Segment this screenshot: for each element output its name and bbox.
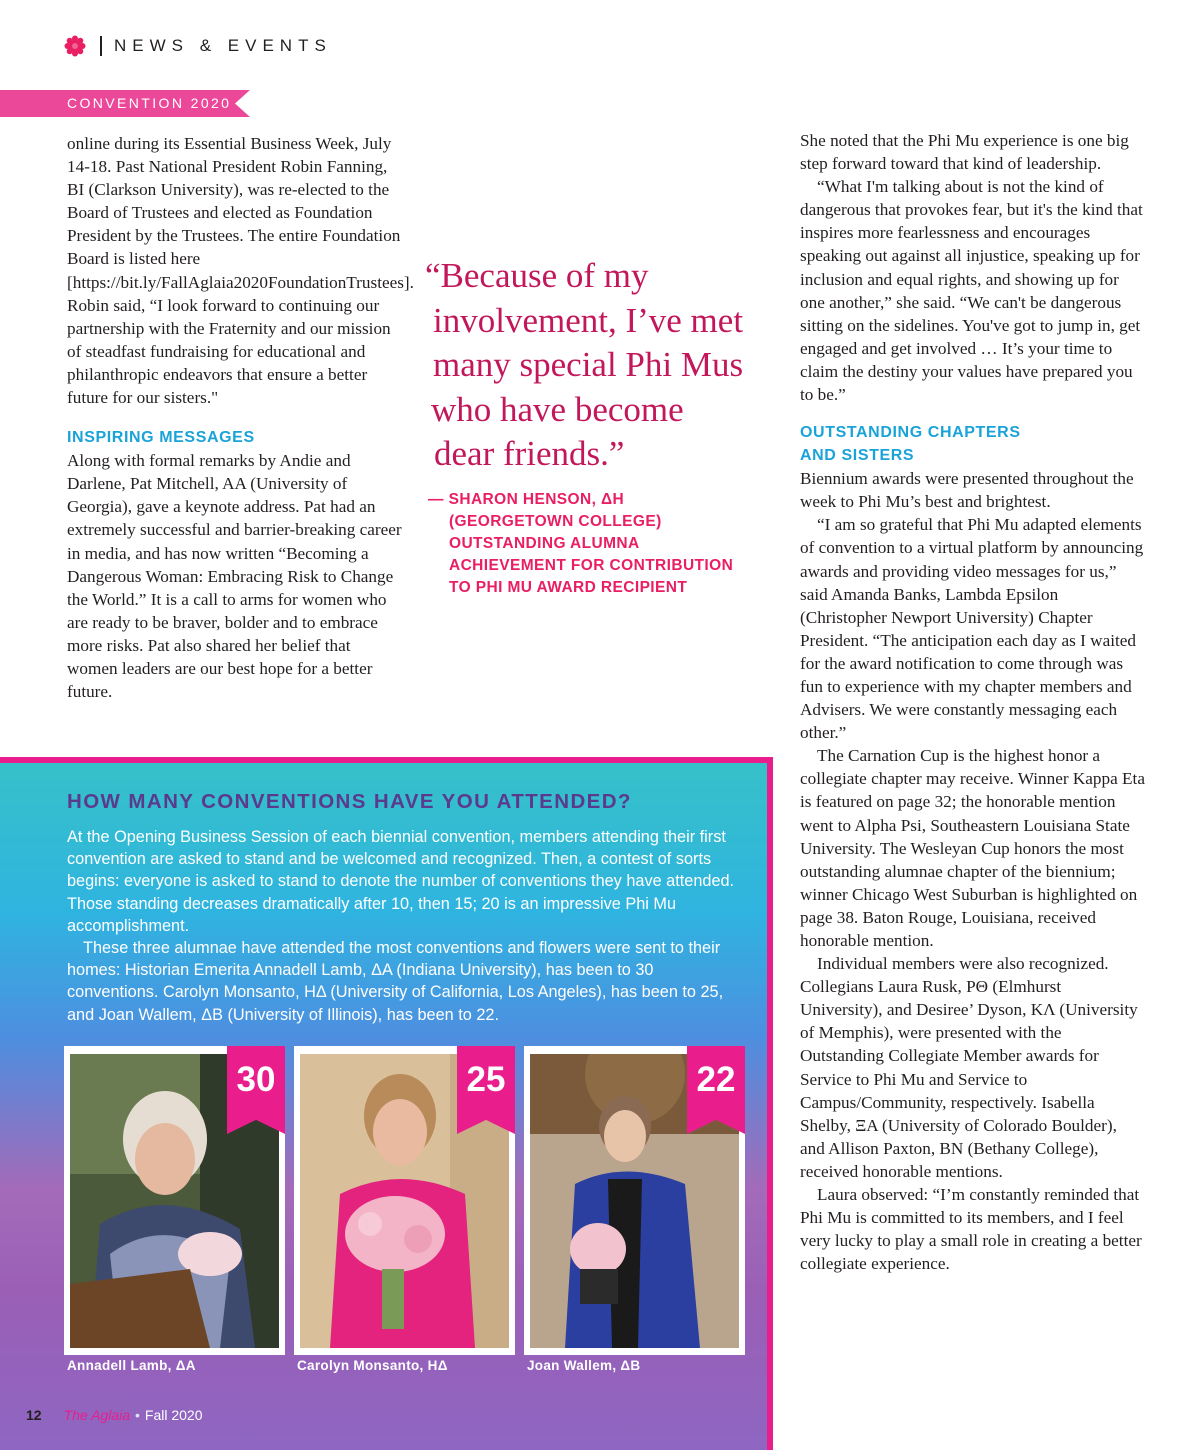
quote-line: many special Phi Mus [433, 345, 744, 384]
left-paragraph-1: online during its Essential Business Week, July 14-18. Past National President Robin Fanning, BI (Clarkson University), was re-elected to the Board of Trustees and elected as Foundation President by the Trustees. The entire Foundation Board is listed here [https://bit.ly/FallAglaia2020FoundationTrustees]. Robin said, “I look forward to continuing our partnership with the Fraternity and our mission of steadfast fundraising for educational and philanthropic endeavors that ensure a better future for our sisters." [67, 134, 414, 408]
photo-caption: Carolyn Monsanto, HΔ [297, 1358, 448, 1373]
flower-icon [64, 35, 86, 57]
footer-separator: • [135, 1407, 140, 1423]
quote-line: “Because of my [425, 256, 649, 295]
subhead-and-sisters: AND SISTERS [800, 447, 915, 465]
convention-count: 25 [466, 1060, 506, 1099]
right-paragraph-6: Individual members were also recognized. Collegians Laura Rusk, ΡΘ (Elmhurst University), and Desiree’ Dyson, ΚΛ (University of Memphis), were presented with the Outstanding Collegiate Member awards for Service to Phi Mu and Service to Campus/Community, respectively. Isabella Shelby, ΞΑ (University of Colorado Boulder), and Allison Paxton, BN (Bethany College), received honorable mentions. [800, 954, 1138, 1181]
section-title: NEWS & EVENTS [114, 36, 332, 55]
right-paragraph-3: Biennium awards were presented throughout the week to Phi Mu’s best and brightest. [800, 469, 1134, 512]
photo-annadell-lamb [64, 1046, 285, 1355]
box-border-right [767, 757, 773, 1450]
convention-count: 30 [236, 1060, 276, 1099]
sidebar-paragraph-2: These three alumnae have attended the most conventions and flowers were sent to their homes: Historian Emerita Annadell Lamb, ΔA (Indiana University), has been to 30 conventions. Carolyn Monsanto, HΔ (University of California, Los Angeles), has been to 25, and Joan Wallem, ΔB (University of Illinois), has been to 22. [67, 939, 724, 1024]
section-tag-label: CONVENTION 2020 [67, 95, 232, 111]
quote-line: involvement, I’ve met [433, 300, 744, 340]
subhead-outstanding-chapters: OUTSTANDING CHAPTERS [800, 424, 1021, 442]
attribution-line: (GEORGETOWN COLLEGE) [449, 513, 662, 530]
right-paragraph-2: “What I'm talking about is not the kind of dangerous that provokes fear, but it's the kind that inspires more fearlessness and encourages speaking out against all injustice, speaking up for inclusion and equal rights, and showing up for one another,” she said. “We can't be dangerous sitting on the sidelines. You've got to jump in, get engaged and get involved … It’s your time to claim the destiny your values have prepared you to be.” [800, 177, 1143, 405]
left-paragraph-2: Along with formal remarks by Andie and Darlene, Pat Mitchell, AA (University of Georgia), gave a keynote address. Pat had an extremely successful and barrier-breaking career in media, and has now written “Becoming a Dangerous Woman: Embracing Risk to Change the World.” It is a call to arms for women who are ready to be braver, bolder and to embrace more risks. Pat also shared her belief that women leaders are our best hope for a better future. [67, 451, 402, 702]
photo-carolyn-monsanto [294, 1046, 515, 1355]
photo-joan-wallem [524, 1046, 745, 1355]
photo-caption: Annadell Lamb, ΔA [67, 1358, 196, 1373]
right-paragraph-1: She noted that the Phi Mu experience is one big step forward toward that kind of leadership. [800, 131, 1129, 174]
box-border-top [0, 757, 773, 763]
right-column [800, 129, 1145, 1275]
quote-line: who have become [431, 389, 684, 429]
right-paragraph-7: Laura observed: “I’m constantly reminded that Phi Mu is committed to its members, and I feel very lucky to play a small role in creating a better collegiate experience. [800, 1185, 1142, 1274]
header-divider [100, 36, 102, 56]
sidebar-body [67, 826, 747, 1026]
subhead-inspiring-messages: INSPIRING MESSAGES [67, 429, 255, 447]
pull-quote [425, 254, 765, 477]
magazine-name: The Aglaia [63, 1407, 130, 1423]
sidebar-title: HOW MANY CONVENTIONS HAVE YOU ATTENDED? [67, 790, 632, 813]
attribution-line: ACHIEVEMENT FOR CONTRIBUTION [449, 557, 734, 574]
quote-line: dear friends.” [434, 434, 625, 473]
section-header [64, 34, 332, 58]
right-paragraph-5: The Carnation Cup is the highest honor a collegiate chapter may receive. Winner Kappa Eta is featured on page 32; the honorable mention went to Alpha Psi, Southeastern Louisiana State University. The Wesleyan Cup honors the most outstanding alumnae chapter of the biennium; winner Chicago West Suburban is highlighted on page 38. Baton Rouge, Louisiana, received honorable mention. [800, 746, 1145, 950]
issue-label: Fall 2020 [144, 1407, 203, 1423]
attribution-line: OUTSTANDING ALUMNA [449, 535, 640, 552]
right-paragraph-4: “I am so grateful that Phi Mu adapted elements of convention to a virtual platform by announcing awards and providing video messages for us,” said Amanda Banks, Lambda Epsilon (Christopher Newport University) Chapter President. “The anticipation each day as I waited for the award notification to come through was fun to experience with my chapter members and Advisers. We were constantly messaging each other.” [800, 515, 1144, 743]
sidebar-paragraph-1: At the Opening Business Session of each biennial convention, members attending their first convention are asked to stand and be welcomed and recognized. Then, a contest of sorts begins: everyone is asked to stand to denote the number of conventions they have attended. Those standing decreases dramatically after 10, then 15; 20 is an impressive Phi Mu accomplishment. [67, 828, 735, 935]
page-footer [26, 1407, 203, 1423]
page-number: 12 [26, 1407, 42, 1423]
photo-caption: Joan Wallem, ΔB [527, 1358, 641, 1373]
left-column [67, 132, 414, 703]
attribution-line: — SHARON HENSON, ΔH [428, 491, 625, 508]
quote-attribution [428, 489, 768, 599]
attribution-line: TO PHI MU AWARD RECIPIENT [449, 579, 688, 596]
convention-count: 22 [696, 1060, 736, 1099]
